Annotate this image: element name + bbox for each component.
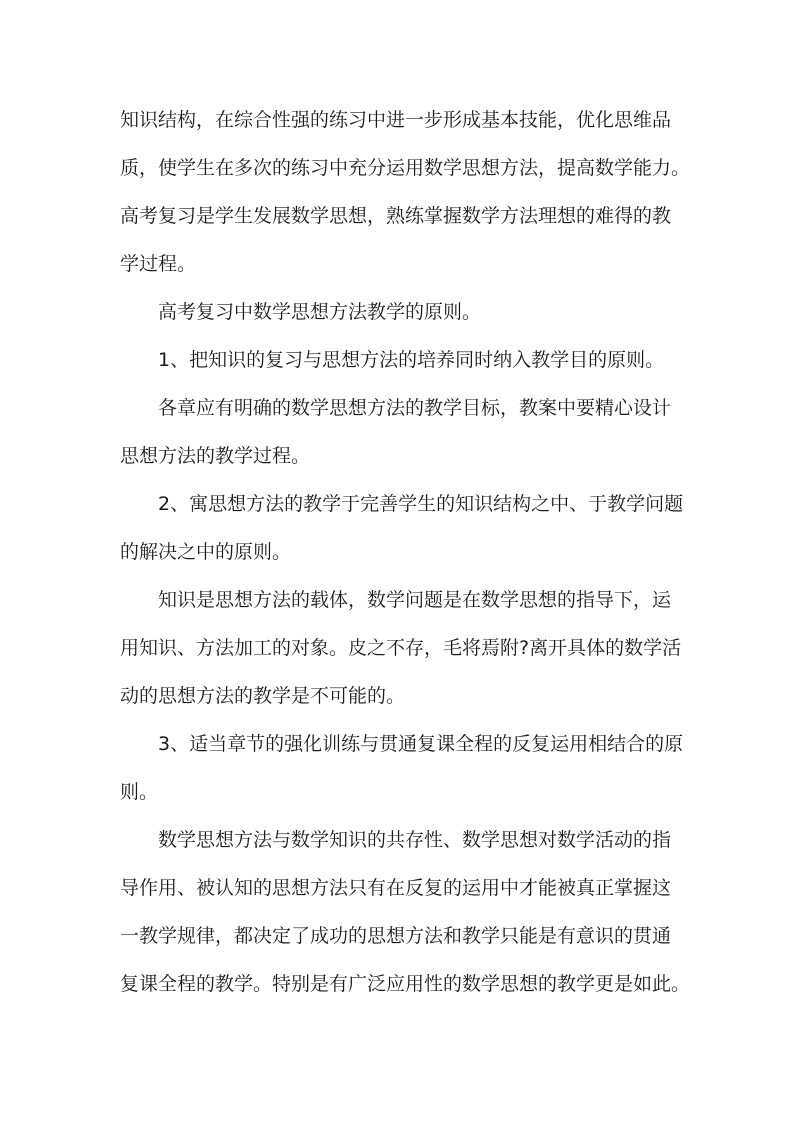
text-line: 知识结构，在综合性强的练习中进一步形成基本技能，优化思维品 (120, 109, 672, 131)
text-line: 则。 (120, 781, 159, 803)
principle-heading-2: 2、寓思想方法的教学于完善学生的知识结构之中、于教学问题 (158, 493, 684, 515)
text-line: 用知识、方法加工的对象。皮之不存，毛将焉附?离开具体的数学活 (120, 637, 682, 659)
text-line: 动的思想方法的教学是不可能的。 (120, 685, 406, 707)
text-line: 知识是思想方法的载体，数学问题是在数学思想的指导下，运 (158, 589, 672, 611)
text-line: 学过程。 (120, 253, 197, 275)
principle-heading-1: 1、把知识的复习与思想方法的培养同时纳入教学目的原则。 (158, 349, 665, 371)
text-line: 高考复习是学生发展数学思想，熟练掌握数学方法理想的难得的教 (120, 205, 672, 227)
text-line: 复课全程的教学。特别是有广泛应用性的数学思想的教学更是如此。 (120, 973, 691, 995)
text-line: 思想方法的教学过程。 (120, 445, 311, 467)
text-line: 导作用、被认知的思想方法只有在反复的运用中才能被真正掌握这 (120, 877, 672, 899)
text-line: 一教学规律，都决定了成功的思想方法和教学只能是有意识的贯通 (120, 925, 672, 947)
text-line: 质，使学生在多次的练习中充分运用数学思想方法，提高数学能力。 (120, 157, 691, 179)
text-line: 各章应有明确的数学思想方法的教学目标，教案中要精心设计 (158, 397, 672, 419)
section-heading: 高考复习中数学思想方法教学的原则。 (158, 301, 482, 323)
principle-heading-3: 3、适当章节的强化训练与贯通复课全程的反复运用相结合的原 (158, 733, 684, 755)
text-line: 的解决之中的原则。 (120, 541, 292, 563)
text-line: 数学思想方法与数学知识的共存性、数学思想对数学活动的指 (158, 829, 672, 851)
